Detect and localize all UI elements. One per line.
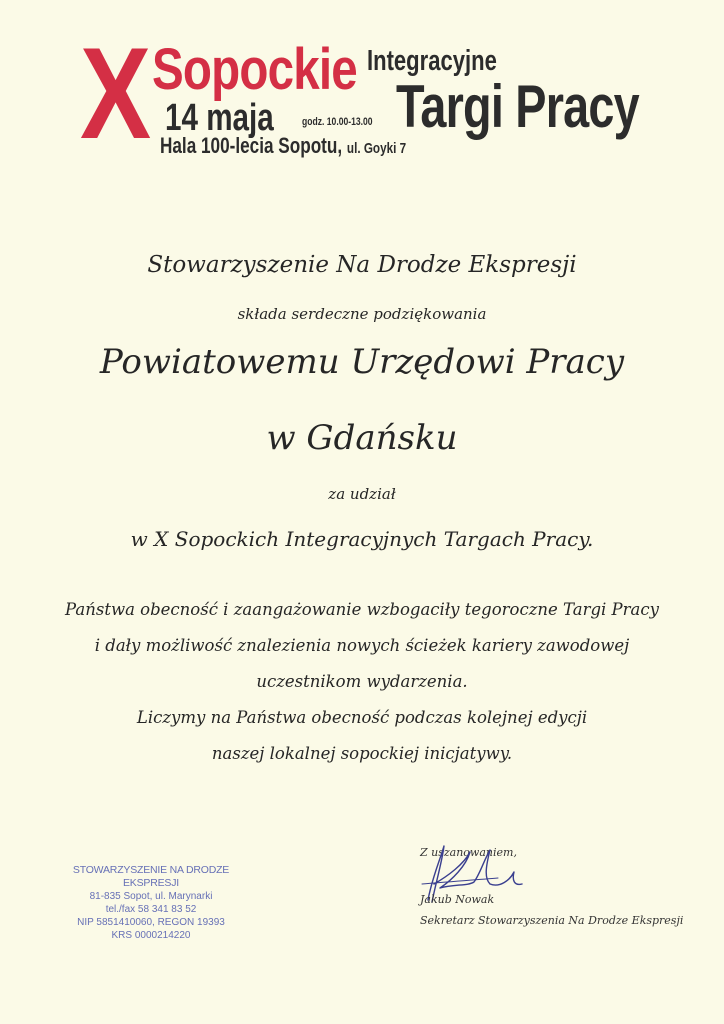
regards-line: Z uszanowaniem, <box>420 846 517 859</box>
venue-name: Hala 100-lecia Sopotu, <box>160 133 343 158</box>
paragraph-line: naszej lokalnej sopockiej inicjatywy. <box>211 744 513 763</box>
venue-street: ul. Goyki 7 <box>346 140 407 157</box>
organization-stamp <box>56 864 246 942</box>
paragraph-line: Liczymy na Państwa obecność podczas kolejnej edycji <box>136 708 588 727</box>
paragraph-line: Państwa obecność i zaangażowanie wzbogaciły tegoroczne Targi Pracy <box>65 600 659 619</box>
logo-date: 14 maja <box>165 97 274 139</box>
for-line: za udział <box>328 485 396 503</box>
stamp-phone: tel./fax 58 341 83 52 <box>105 904 197 915</box>
paragraph-line: uczestnikom wydarzenia. <box>256 672 468 691</box>
stamp-krs: KRS 0000214220 <box>111 930 191 941</box>
event-line: w X Sopockich Integracyjnych Targach Pracy. <box>130 527 594 551</box>
logo-venue <box>160 134 406 161</box>
stamp-name: STOWARZYSZENIE NA DRODZE EKSPRESJI <box>72 864 230 889</box>
letter-paragraph <box>0 592 724 772</box>
thanks-line: składa serdeczne podziękowania <box>237 305 487 323</box>
recipient-name: Powiatowemu Urzędowi Pracy <box>99 342 625 382</box>
logo-numeral: X <box>80 20 152 166</box>
signer-role: Sekretarz Stowarzyszenia Na Drodze Ekspresji <box>420 914 684 927</box>
organization-name: Stowarzyszenie Na Drodze Ekspresji <box>147 252 577 278</box>
stamp-address: 81-835 Sopot, ul. Marynarki <box>89 891 213 902</box>
recipient-city: w Gdańsku <box>266 418 458 458</box>
logo-title-red: Sopockie <box>152 37 357 102</box>
logo-title-small: Integracyjne <box>367 45 497 77</box>
logo-title-large: Targi Pracy <box>396 73 639 140</box>
logo-hours: godz. 10.00-13.00 <box>302 116 373 128</box>
paragraph-line: i dały możliwość znalezienia nowych ścieżek kariery zawodowej <box>94 636 630 655</box>
signer-name: Jakub Nowak <box>420 893 495 906</box>
stamp-ids: NIP 5851410060, REGON 19393 <box>77 917 225 928</box>
